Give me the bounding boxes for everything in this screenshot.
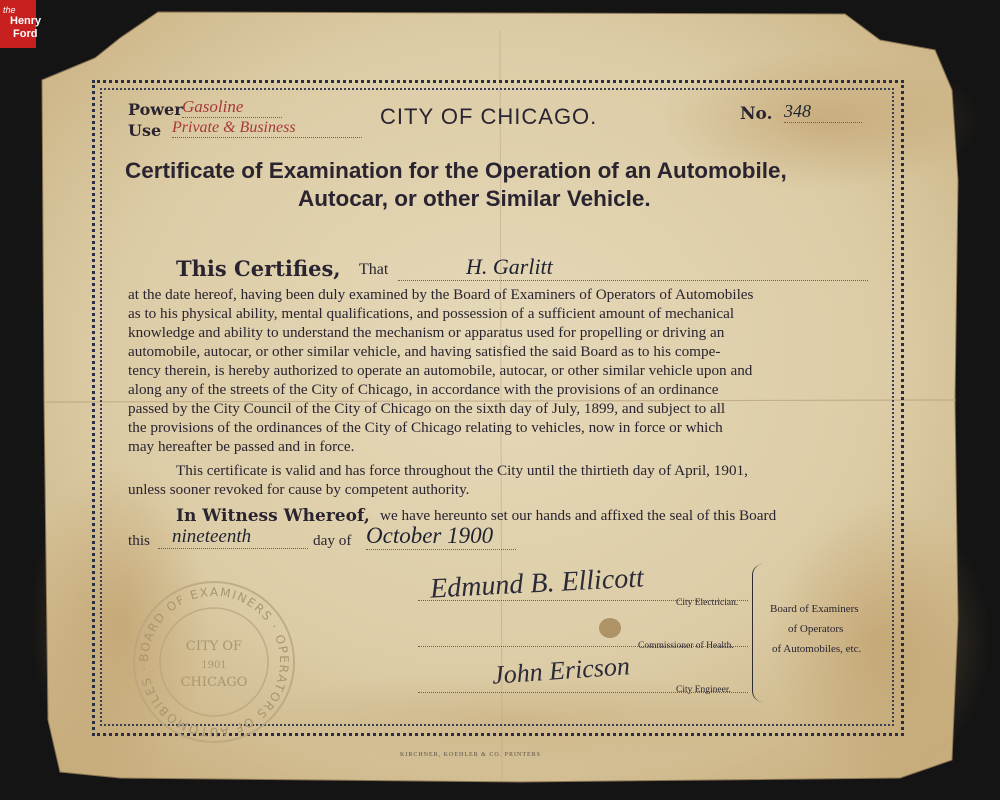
city-heading: CITY OF CHICAGO. <box>380 104 598 129</box>
power-value: Gasoline <box>182 97 282 118</box>
board-line: Board of Examiners <box>770 603 859 615</box>
body-line: along any of the streets of the City of Chicago, in accordance with the provisions of an ordinance <box>128 381 719 398</box>
board-line: of Operators <box>788 623 844 635</box>
role-city-electrician: City Electrician. <box>676 598 739 608</box>
body-line: passed by the City Council of the City of Chicago on the sixth day of July, 1899, and subject to all <box>128 400 726 417</box>
seal-outer-text: BOARD OF EXAMINERS · OPERATORS OF AUTOMOBILES · <box>136 584 292 740</box>
printer-note: KIRCHNER, KOEHLER & CO. PRINTERS <box>400 752 542 758</box>
day-value: nineteenth <box>158 526 308 549</box>
body-line: as to his physical ability, mental qualifications, and possession of a sufficient amount of mechanical <box>128 305 735 322</box>
holder-name: H. Garlitt <box>398 254 868 281</box>
number-value: 348 <box>784 101 862 123</box>
validity-line: unless sooner revoked for cause by competent authority. <box>128 481 470 498</box>
certificate-title-line1: Certificate of Examination for the Operation of an Automobile, <box>125 158 787 183</box>
signature-bracket <box>752 564 763 702</box>
body-line: at the date hereof, having been duly examined by the Board of Examiners of Operators of Automobiles <box>128 286 754 303</box>
seal-center-line2: CHICAGO <box>180 675 248 690</box>
body-line: automobile, autocar, or other similar vehicle, and having satisfied the said Board as to his compe- <box>128 343 721 360</box>
board-seal <box>130 578 298 746</box>
certificate-title-line2: Autocar, or other Similar Vehicle. <box>298 186 651 211</box>
witness-text: we have hereunto set our hands and affixed the seal of this Board <box>380 507 777 524</box>
witness-this: this <box>128 532 150 549</box>
body-line: tency therein, is hereby authorized to operate an automobile, autocar, or other similar vehicle upon and <box>128 362 753 379</box>
role-commissioner-of-health: Commissioner of Health. <box>638 641 734 651</box>
signature-city-engineer: John Ericson <box>491 651 631 690</box>
use-label: Use <box>128 121 162 140</box>
witness-lead: In Witness Whereof, <box>176 506 370 526</box>
logo-text-ford: Ford <box>13 28 38 40</box>
logo-text-the: the <box>3 5 16 15</box>
henry-ford-logo <box>0 0 42 48</box>
board-line: of Automobiles, etc. <box>772 643 862 655</box>
validity-line: This certificate is valid and has force throughout the City until the thirtieth day of April, 1901, <box>176 462 748 479</box>
witness-day-of: day of <box>313 532 352 549</box>
this-certifies-lead: This Certifies, <box>176 256 341 281</box>
role-city-engineer: City Engineer. <box>676 685 731 695</box>
body-line: may hereafter be passed and in force. <box>128 438 355 455</box>
power-label: Power <box>128 100 183 119</box>
use-value: Private & Business <box>172 119 362 138</box>
signature-city-electrician: Edmund B. Ellicott <box>429 562 645 605</box>
logo-text-henry: Henry <box>10 15 42 27</box>
month-year-value: October 1900 <box>366 523 516 550</box>
body-line: the provisions of the ordinances of the City of Chicago relating to vehicles, now in force or which <box>128 419 723 436</box>
seal-year: 1901 <box>201 660 227 671</box>
body-line: knowledge and ability to understand the mechanism or apparatus used for propelling or driving an <box>128 324 725 341</box>
number-label: No. <box>740 104 773 124</box>
that-word: That <box>359 261 389 278</box>
seal-center-line1: CITY OF <box>185 639 243 654</box>
